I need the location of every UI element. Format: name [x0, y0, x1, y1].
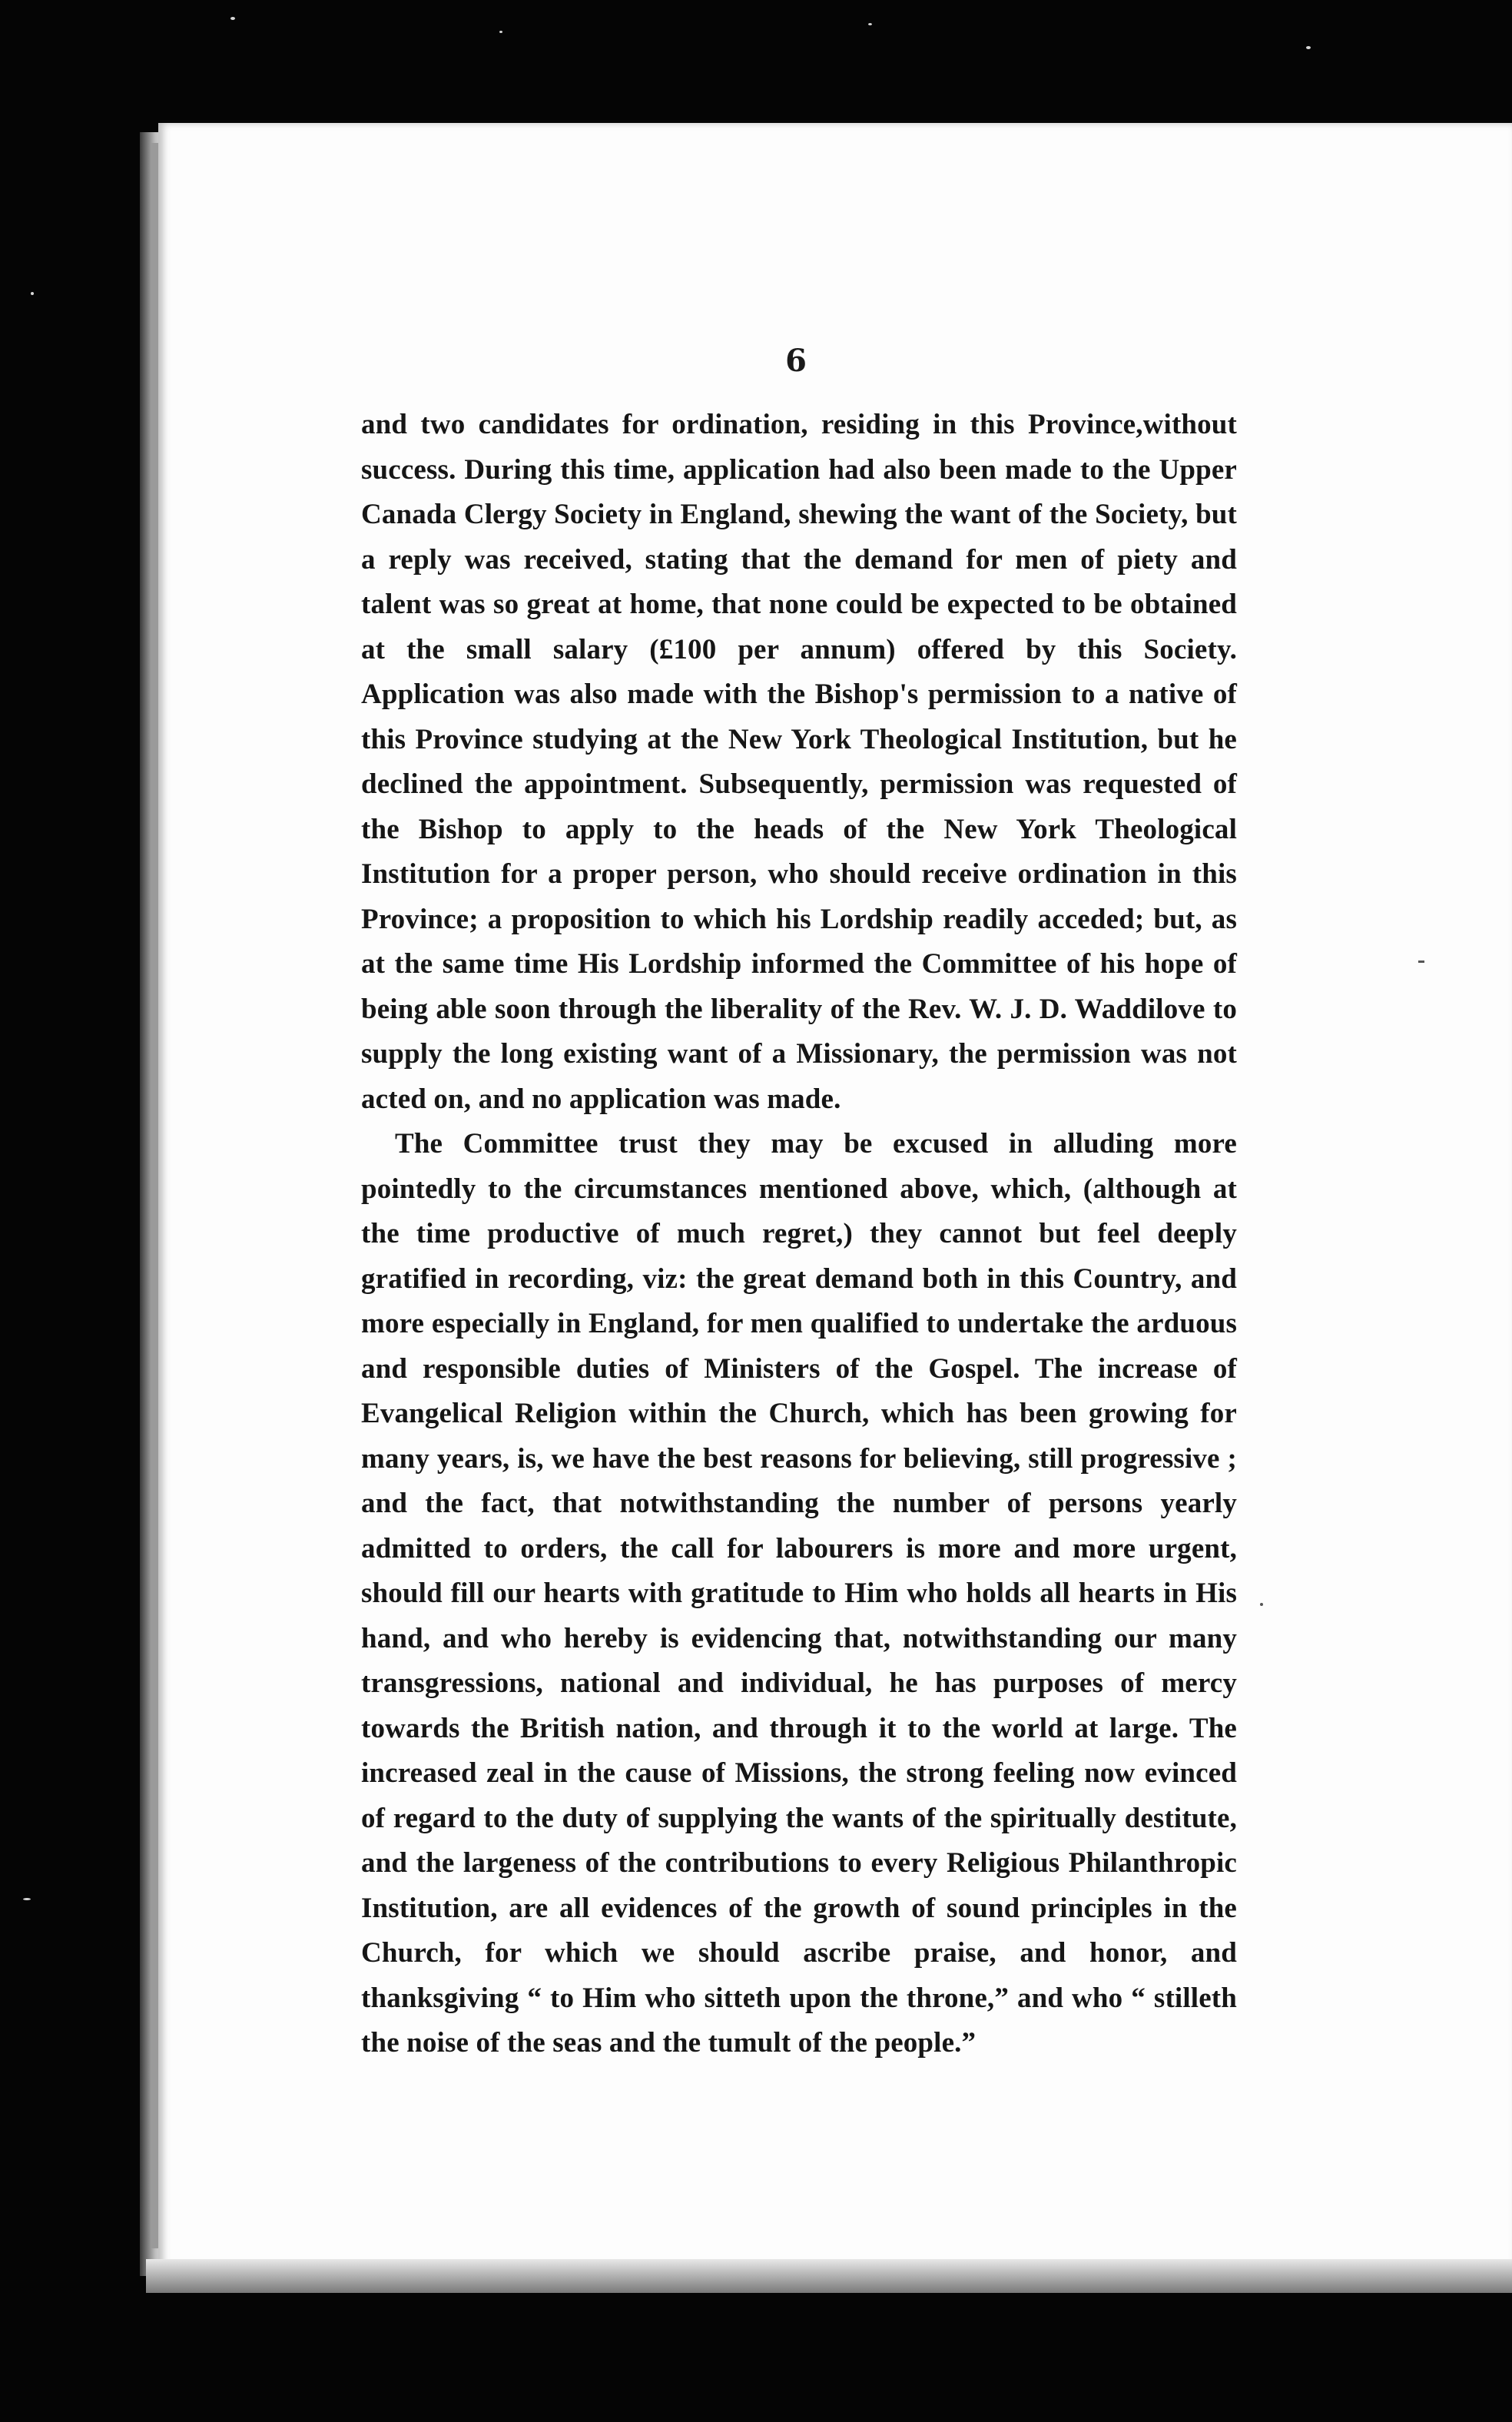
dust-speck	[1306, 46, 1311, 49]
page-binding-edge	[151, 143, 158, 2248]
paragraph: and two candidates for ordination, residing in this Province,without success. During this time, application had also been made to the Upper Canada Clergy Society in England, shewing the want of the Society, but a reply was received, stating that the demand for men of piety and talent was so great at home, that none could be expected to be obtained at the small salary (£100 per annum) offered by this Society. Application was also made with the Bishop's permission to a native of this Province studying at the New York Theological Institution, but he declined the appointment. Subsequently, permission was requested of the Bishop to apply to the heads of the New York Theological Institution for a proper person, who should receive ordination in this Province; a proposition to which his Lordship readily acceded; but, as at the same time His Lordship informed the Committee of his hope of being able soon through the liberality of the Rev. W. J. D. Waddilove to supply the long existing want of a Missionary, the permission was not acted on, and no application was made.	[361, 409, 1237, 1115]
page-number: 6	[785, 343, 807, 379]
dust-speck	[868, 23, 872, 25]
dust-speck	[31, 292, 34, 295]
margin-mark	[1260, 1603, 1263, 1606]
page-bottom-edge	[146, 2259, 1512, 2293]
dust-speck	[499, 31, 502, 33]
margin-mark	[1418, 961, 1424, 963]
dust-speck	[23, 1898, 31, 1900]
paragraph: The Committee trust they may be excused in alluding more pointedly to the circumstances mentioned above, which, (although at the time productive of much regret,) they cannot but feel deeply gratified in recording, viz: the great demand both in this Country, and more especially in England, for men qualified to undertake the arduous and responsible duties of Ministers of the Gospel. The increase of Evangelical Religion within the Church, which has been growing for many years, is, we have the best reasons for believing, still progressive ; and the fact, that notwithstanding the number of persons yearly admitted to orders, the call for labourers is more and more urgent, should fill our hearts with gratitude to Him who holds all hearts in His hand, and who hereby is evidencing that, notwithstanding our many transgressions, national and individual, he has purposes of mercy towards the British nation, and through it to the world at large. The increased zeal in the cause of Missions, the strong feeling now evinced of regard to the duty of supplying the wants of the spiritually destitute, and the largeness of the contributions to every Religious Philanthropic Institution, are all evidences of the growth of sound principles in the Church, for which we should ascribe praise, and honor, and thanksgiving “ to Him who sitteth upon the throne,” and who “ stilleth the noise of the seas and the tumult of the people.”	[361, 1128, 1237, 2059]
body-text	[361, 403, 1237, 2066]
dust-speck	[230, 17, 235, 20]
